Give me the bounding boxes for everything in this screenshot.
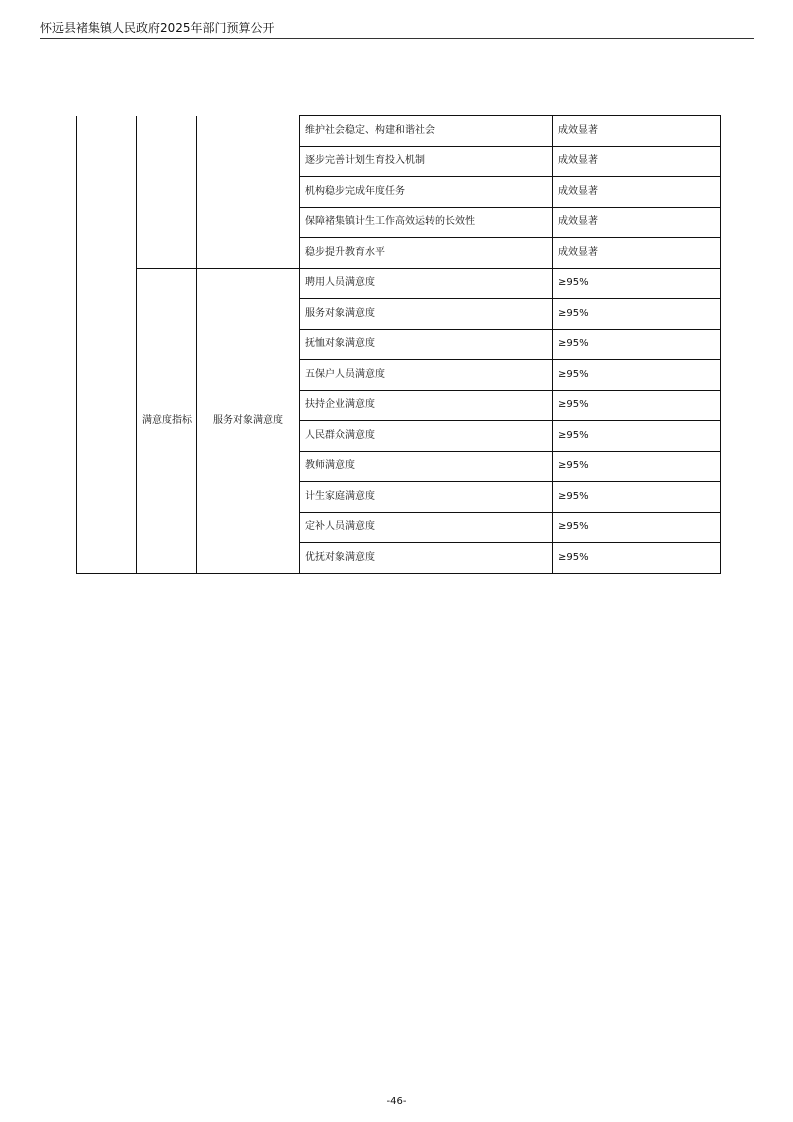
indicator-name: 保障褚集镇计生工作高效运转的长效性 [300, 207, 553, 238]
indicator-name: 扶持企业满意度 [300, 390, 553, 421]
indicator-value: ≥95% [553, 482, 721, 513]
indicator-value: ≥95% [553, 421, 721, 452]
indicator-name: 五保户人员满意度 [300, 360, 553, 391]
indicator-value: ≥95% [553, 451, 721, 482]
indicator-name: 人民群众满意度 [300, 421, 553, 452]
level1-cell-satisfaction: 满意度指标 [137, 268, 197, 573]
page-header [40, 20, 754, 39]
indicator-name: 计生家庭满意度 [300, 482, 553, 513]
indicator-value: 成效显著 [553, 207, 721, 238]
level1-cell-effect [137, 116, 197, 269]
document-title: 怀远县褚集镇人民政府2025年部门预算公开 [40, 21, 275, 35]
table-row [77, 268, 721, 299]
project-cell [77, 116, 137, 574]
indicator-value: ≥95% [553, 329, 721, 360]
indicator-value: ≥95% [553, 299, 721, 330]
performance-indicator-table [76, 115, 721, 574]
indicator-value: 成效显著 [553, 116, 721, 147]
indicator-value: 成效显著 [553, 146, 721, 177]
indicator-value: ≥95% [553, 512, 721, 543]
indicator-name: 优抚对象满意度 [300, 543, 553, 574]
level2-cell-satisfaction: 服务对象满意度 [197, 268, 300, 573]
indicator-name: 教师满意度 [300, 451, 553, 482]
indicator-value: ≥95% [553, 360, 721, 391]
indicator-name: 稳步提升教育水平 [300, 238, 553, 269]
indicator-name: 逐步完善计划生育投入机制 [300, 146, 553, 177]
indicator-value: ≥95% [553, 268, 721, 299]
indicator-name: 服务对象满意度 [300, 299, 553, 330]
indicator-name: 抚恤对象满意度 [300, 329, 553, 360]
indicator-value: 成效显著 [553, 177, 721, 208]
indicator-name: 机构稳步完成年度任务 [300, 177, 553, 208]
indicator-name: 定补人员满意度 [300, 512, 553, 543]
indicator-value: ≥95% [553, 390, 721, 421]
indicator-value: 成效显著 [553, 238, 721, 269]
indicator-value: ≥95% [553, 543, 721, 574]
page-number: -46- [386, 1096, 407, 1107]
indicator-name: 维护社会稳定、构建和谐社会 [300, 116, 553, 147]
level2-cell-effect [197, 116, 300, 269]
table-row [77, 116, 721, 147]
indicator-name: 聘用人员满意度 [300, 268, 553, 299]
